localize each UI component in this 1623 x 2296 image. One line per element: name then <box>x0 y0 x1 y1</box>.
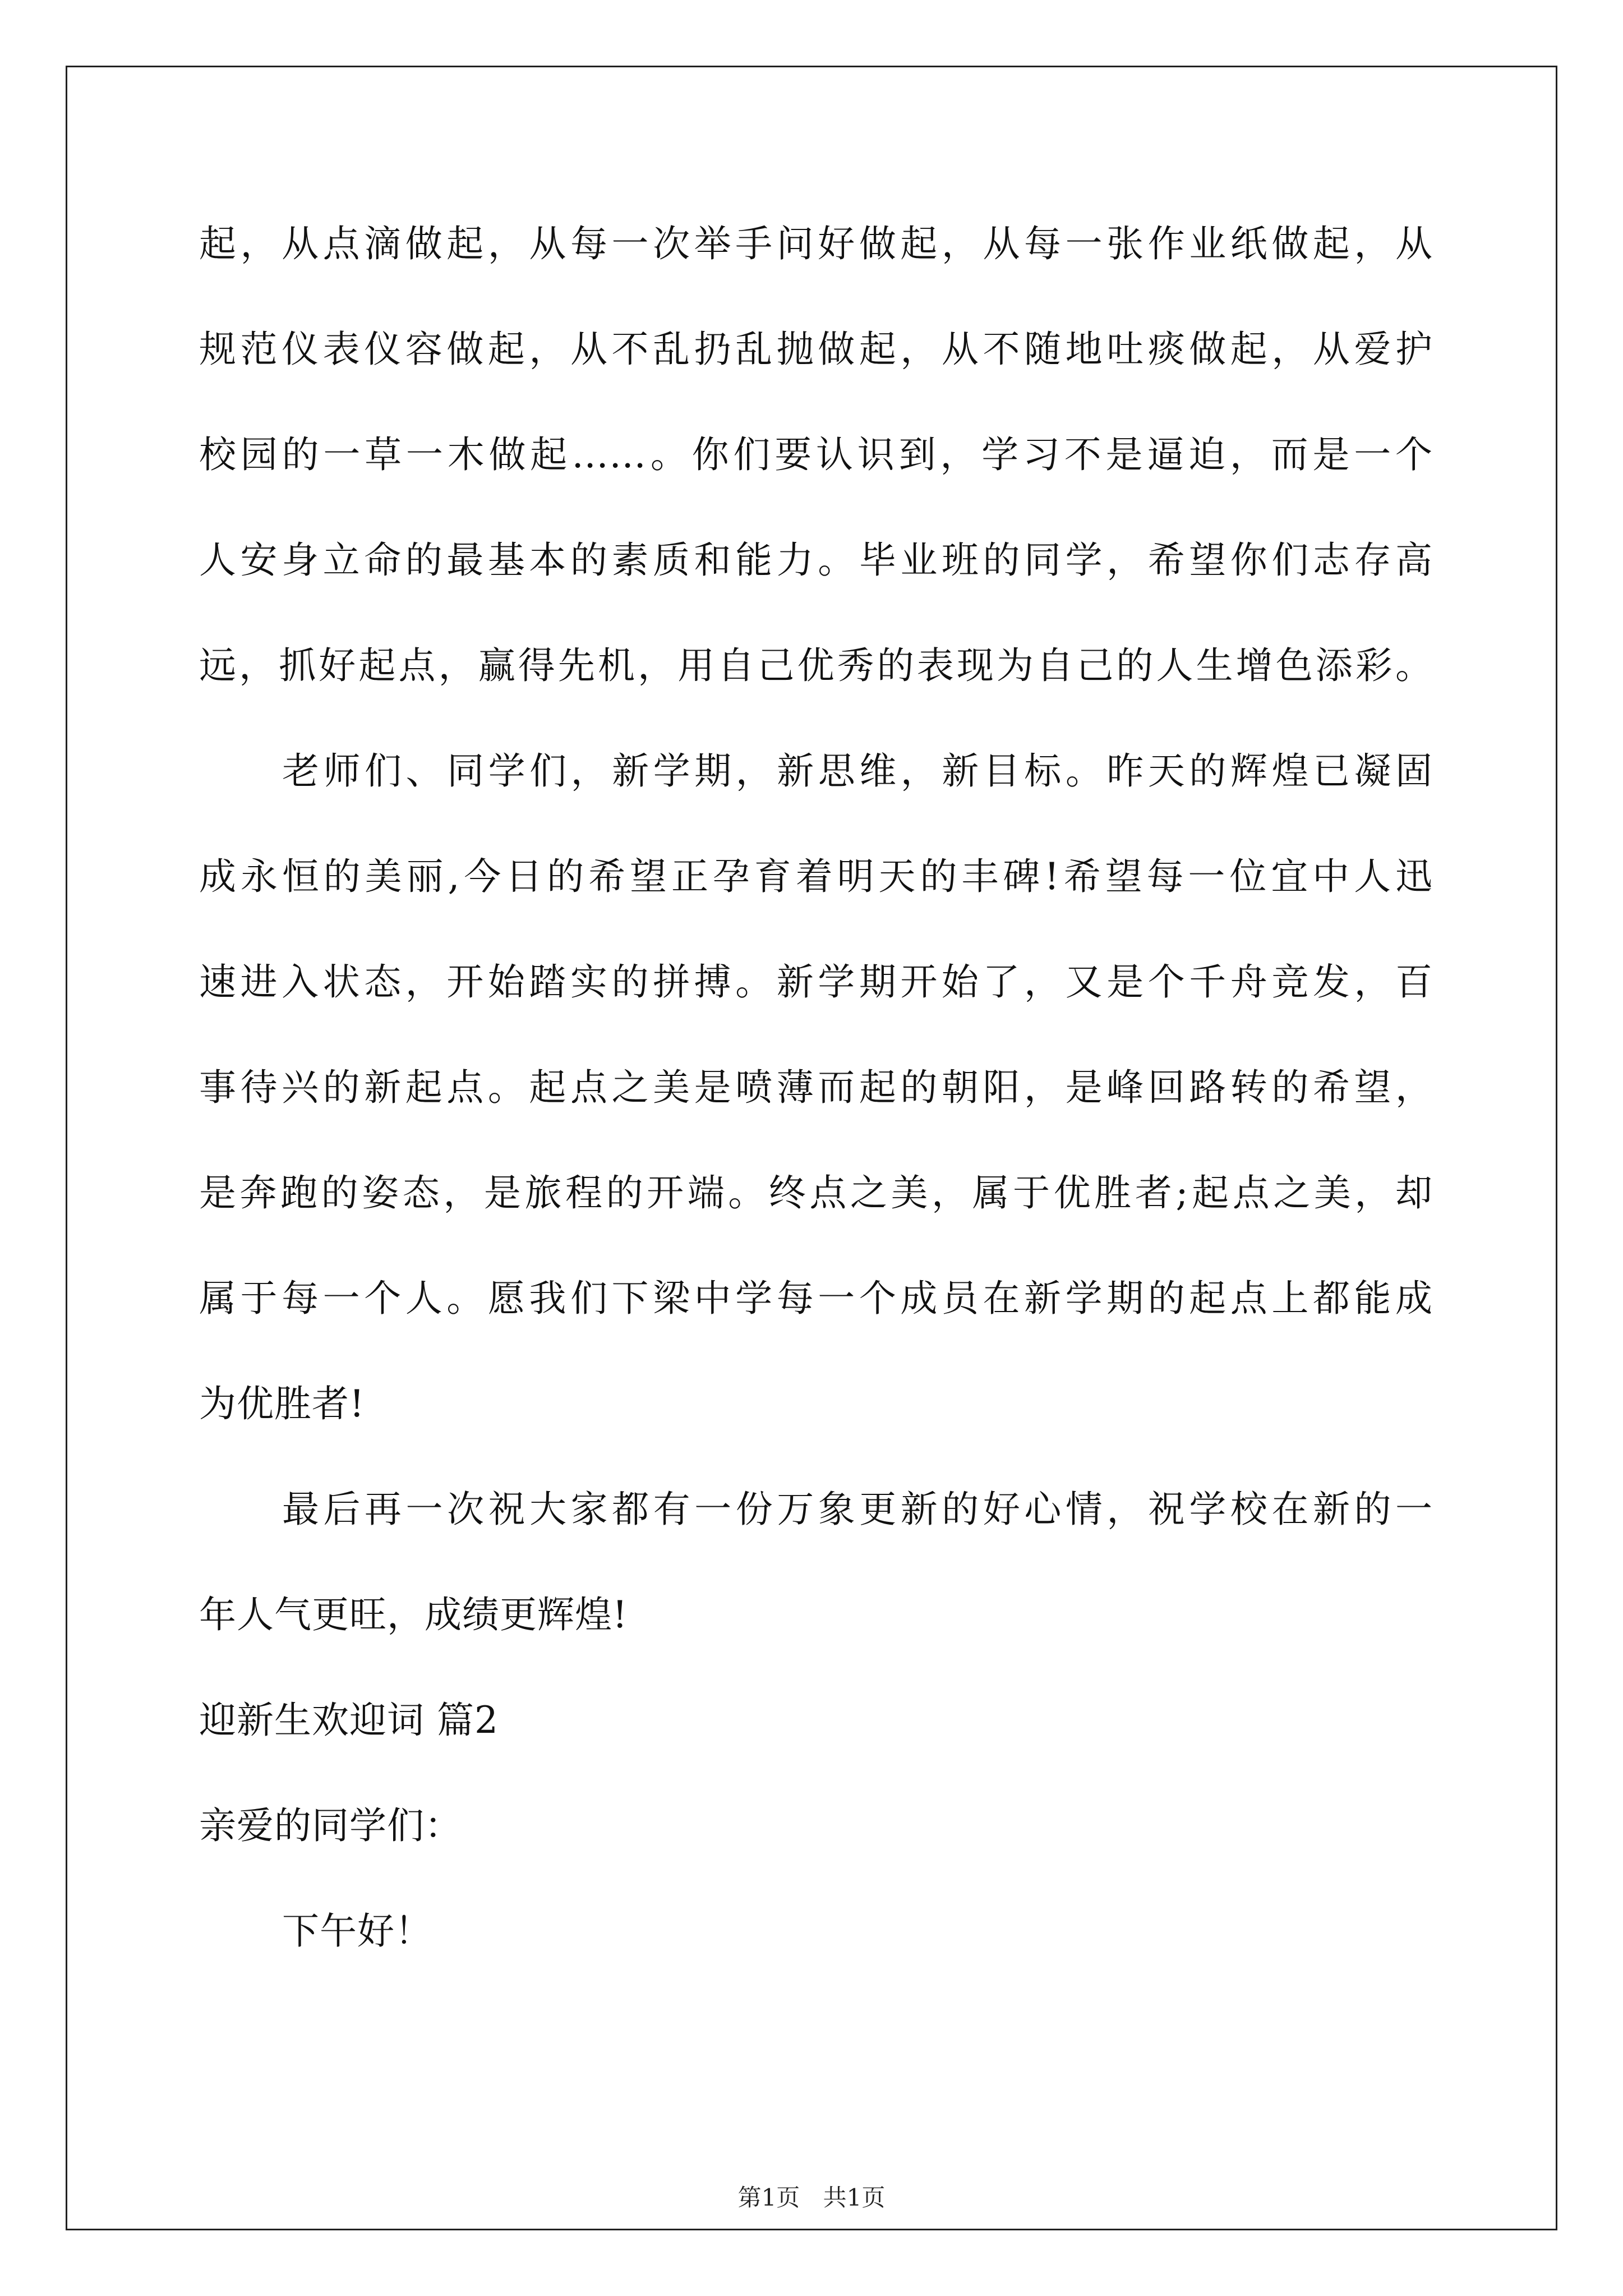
salutation: 亲爱的同学们： <box>199 1804 462 1847</box>
text-line-12: 为优胜者! <box>199 1382 365 1425</box>
page-footer <box>0 2181 1623 2215</box>
text-line-7: 成永恒的美丽,今日的希望正孕育着明天的丰碑!希望每一位宜中人迅 <box>199 855 1433 898</box>
text-line-14: 年人气更旺，成绩更辉煌! <box>199 1593 628 1636</box>
text-line-5: 远，抓好起点，赢得先机，用自己优秀的表现为自己的人生增色添彩。 <box>199 644 1433 687</box>
text-line-4: 人安身立命的最基本的素质和能力。毕业班的同学，希望你们志存高 <box>199 539 1433 582</box>
page-total: 共1页 <box>823 2184 886 2211</box>
text-line-8: 速进入状态，开始踏实的拼搏。新学期开始了，又是个千舟竞发，百 <box>199 960 1433 1004</box>
page-number: 第1页 <box>737 2184 800 2211</box>
text-line-2: 规范仪表仪容做起，从不乱扔乱抛做起，从不随地吐痰做起，从爱护 <box>199 328 1433 371</box>
greeting: 下午好！ <box>282 1910 432 1953</box>
text-line-1: 起，从点滴做起，从每一次举手问好做起，从每一张作业纸做起，从 <box>199 222 1433 265</box>
document-body <box>199 213 1433 2006</box>
text-line-11: 属于每一个人。愿我们下梁中学每一个成员在新学期的起点上都能成 <box>199 1277 1433 1320</box>
text-line-9: 事待兴的新起点。起点之美是喷薄而起的朝阳，是峰回路转的希望， <box>199 1066 1433 1109</box>
text-line-13: 最后再一次祝大家都有一份万象更新的好心情，祝学校在新的一 <box>282 1488 1433 1531</box>
text-line-3: 校园的一草一木做起……。你们要认识到，学习不是逼迫，而是一个 <box>199 433 1433 476</box>
text-line-10: 是奔跑的姿态，是旅程的开端。终点之美，属于优胜者;起点之美，却 <box>199 1171 1433 1214</box>
text-line-6: 老师们、同学们，新学期，新思维，新目标。昨天的辉煌已凝固 <box>282 749 1433 793</box>
section-heading: 迎新生欢迎词 篇2 <box>199 1699 499 1742</box>
